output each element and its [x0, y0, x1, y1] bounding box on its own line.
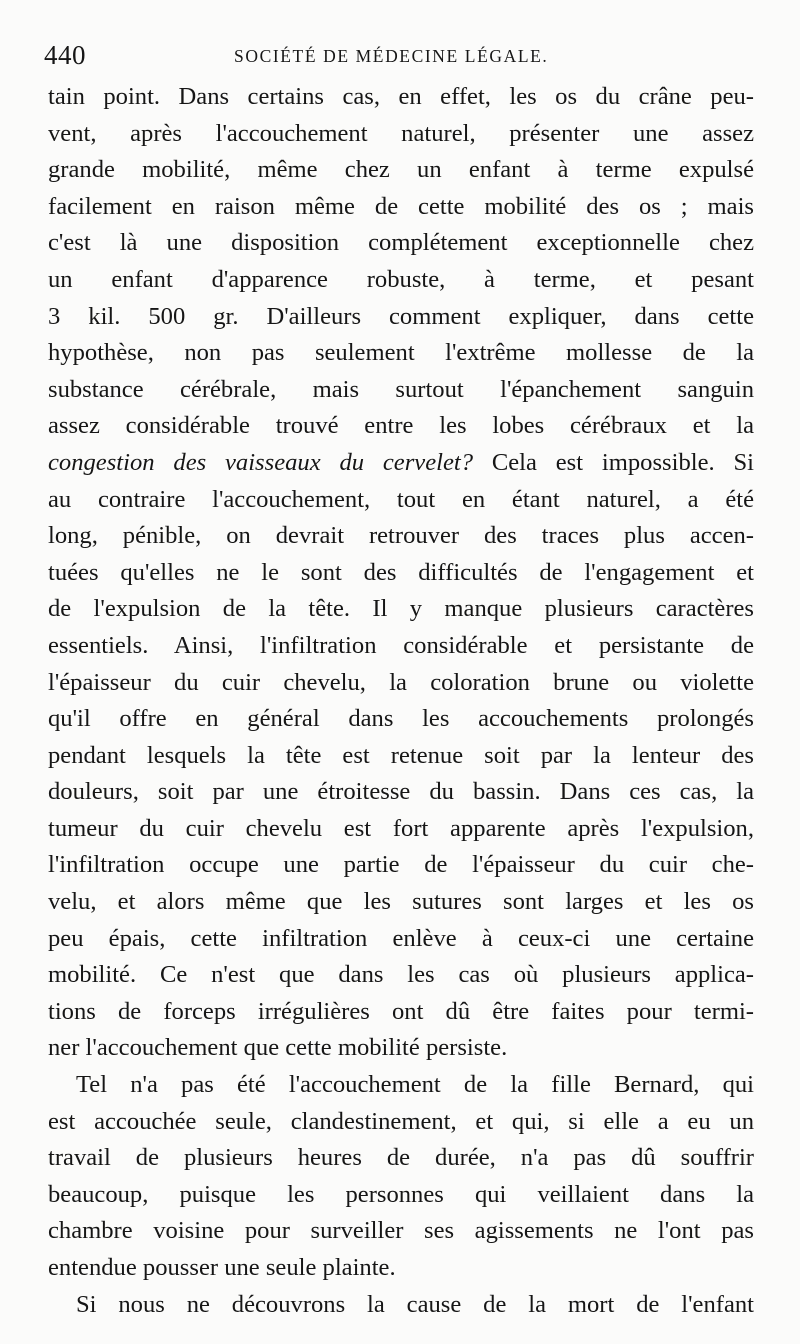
text-line: velu, et alors même que les sutures sont larges et les os	[48, 888, 754, 916]
text-line: pendant lesquels la tête est retenue soit par la lenteur des	[48, 741, 754, 769]
text-line: vent, après l'accouchement naturel, présenter une assez	[48, 119, 754, 147]
body-text	[48, 79, 754, 1323]
text-line: assez considérable trouvé entre les lobes cérébraux et la	[48, 412, 754, 440]
text-line: chambre voisine pour surveiller ses agissements ne l'ont pas	[48, 1217, 754, 1245]
text-line: grande mobilité, même chez un enfant à terme expulsé	[48, 156, 754, 184]
text-line: essentiels. Ainsi, l'infiltration considérable et persistante de	[48, 631, 754, 659]
text-line-with-italic	[48, 445, 754, 482]
running-title: SOCIÉTÉ DE MÉDECINE LÉGALE.	[234, 46, 549, 66]
text-line: beaucoup, puisque les personnes qui veillaient dans la	[48, 1180, 754, 1208]
text-line: 3 kil. 500 gr. D'ailleurs comment expliquer, dans cette	[48, 302, 754, 330]
text-line: travail de plusieurs heures de durée, n'a pas dû souffrir	[48, 1144, 754, 1172]
text-line: au contraire l'accouchement, tout en étant naturel, a été	[48, 485, 754, 513]
running-head	[44, 40, 754, 72]
text-line: long, pénible, on devrait retrouver des traces plus accen-	[48, 522, 754, 550]
text-line: de l'expulsion de la tête. Il y manque plusieurs caractères	[48, 595, 754, 623]
text-line: tumeur du cuir chevelu est fort apparente après l'expulsion,	[48, 814, 754, 842]
text-line: douleurs, soit par une étroitesse du bassin. Dans ces cas, la	[48, 778, 754, 806]
page-number: 440	[44, 40, 86, 70]
text-line: l'infiltration occupe une partie de l'épaisseur du cuir che-	[48, 851, 754, 879]
text-line: substance cérébrale, mais surtout l'épanchement sanguin	[48, 375, 754, 403]
paragraph-start-line: Si nous ne découvrons la cause de la mort de l'enfant	[76, 1290, 754, 1318]
text-line: qu'il offre en général dans les accouchements prolongés	[48, 705, 754, 733]
text-line: un enfant d'apparence robuste, à terme, et pesant	[48, 265, 754, 293]
text-line: hypothèse, non pas seulement l'extrême mollesse de la	[48, 339, 754, 367]
text-line: c'est là une disposition complétement exceptionnelle chez	[48, 229, 754, 257]
text-line: mobilité. Ce n'est que dans les cas où plusieurs applica-	[48, 961, 754, 989]
paragraph-end-line: ner l'accouchement que cette mobilité persiste.	[48, 1034, 508, 1062]
text-line: tuées qu'elles ne le sont des difficultés de l'engagement et	[48, 558, 754, 586]
text-line: facilement en raison même de cette mobilité des os ; mais	[48, 192, 754, 220]
text-line: peu épais, cette infiltration enlève à ceux-ci une certaine	[48, 924, 754, 952]
text-segment: Cela est impossible. Si	[473, 448, 754, 476]
text-line: l'épaisseur du cuir chevelu, la coloration brune ou violette	[48, 668, 754, 696]
italic-phrase: congestion des vaisseaux du cervelet?	[48, 448, 474, 476]
paragraph-end-line: entendue pousser une seule plainte.	[48, 1254, 396, 1281]
text-line: tions de forceps irrégulières ont dû être faites pour termi-	[48, 997, 754, 1025]
text-line: est accouchée seule, clandestinement, et qui, si elle a eu un	[48, 1107, 754, 1135]
text-line: tain point. Dans certains cas, en effet, les os du crâne peu-	[48, 83, 754, 110]
paragraph-start-line: Tel n'a pas été l'accouchement de la fille Bernard, qui	[76, 1071, 754, 1099]
